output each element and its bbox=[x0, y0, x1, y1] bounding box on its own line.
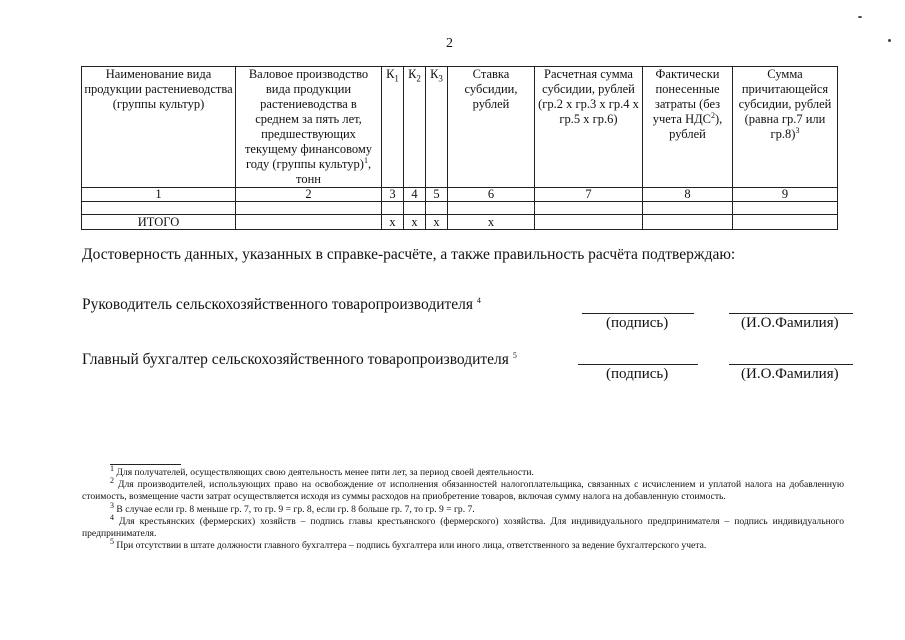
column-number: 8 bbox=[643, 188, 733, 202]
confirmation-statement: Достоверность данных, указанных в справке-расчёте, а также правильность расчёта подтверждаю: bbox=[82, 246, 736, 263]
empty-cell[interactable] bbox=[236, 202, 382, 215]
footnote-3: $^3$ В случае если гр. 8 меньше гр. 7, то гр. 9 = гр. 8, если гр. 8 больше гр. 7, то гр. 9 = гр. 7. bbox=[110, 500, 475, 515]
empty-cell[interactable] bbox=[82, 202, 236, 215]
header-crop-name: Наименование вида продукции растениеводства (группы культур) bbox=[82, 67, 236, 188]
header-due-sum: Сумма причитающейся субсидии, рублей (равна гр.7 или гр.8)$^3$ bbox=[733, 67, 838, 188]
scan-speck bbox=[858, 16, 862, 18]
accountant-signature-line[interactable] bbox=[578, 364, 698, 365]
total-due-sum-cell[interactable] bbox=[733, 215, 838, 230]
blank-data-row bbox=[82, 202, 838, 215]
header-k3: $К_3$ bbox=[426, 67, 448, 188]
scan-speck bbox=[888, 39, 891, 42]
total-row bbox=[82, 215, 838, 230]
accountant-signature-caption: (подпись) bbox=[606, 366, 669, 382]
column-number-row bbox=[82, 188, 838, 202]
head-signature-line[interactable] bbox=[582, 313, 694, 314]
empty-cell[interactable] bbox=[382, 202, 404, 215]
head-signature-caption: (подпись) bbox=[606, 315, 669, 331]
accountant-name-line[interactable] bbox=[729, 364, 853, 365]
total-gross-production-cell[interactable] bbox=[236, 215, 382, 230]
footnote-5: $^5$ При отсутствии в штате должности главного бухгалтера – подпись бухгалтера или иного лица, ответственного за ведение бухгалтерского учета. bbox=[110, 537, 707, 552]
footnote-2: $^2$ Для производителей, использующих право на освобождение от исполнения обязанностей налогоплательщика, связанных с исчислением и уплатой налога на добавленную стоимость, возмещение части затрат осуществляется исходя из суммы расходов на приобретение товаров, включая сумму налога на добавленную стоимость. bbox=[82, 476, 844, 503]
footnotes bbox=[82, 463, 845, 552]
total-calculated-sum-cell[interactable] bbox=[535, 215, 643, 230]
total-k3-cell: х bbox=[426, 215, 448, 230]
head-name-line[interactable] bbox=[729, 313, 853, 314]
column-number: 9 bbox=[733, 188, 838, 202]
empty-cell[interactable] bbox=[733, 202, 838, 215]
total-k1-cell: х bbox=[382, 215, 404, 230]
column-number: 6 bbox=[448, 188, 535, 202]
column-number: 4 bbox=[404, 188, 426, 202]
header-calculated-sum: Расчетная сумма субсидии, рублей (гр.2 х гр.3 х гр.4 х гр.5 х гр.6) bbox=[535, 67, 643, 188]
header-subsidy-rate: Ставка субсидии, рублей bbox=[448, 67, 535, 188]
empty-cell[interactable] bbox=[448, 202, 535, 215]
footnote-separator bbox=[110, 464, 181, 465]
column-number: 1 bbox=[82, 188, 236, 202]
subsidy-calculation-table bbox=[81, 66, 838, 230]
column-number: 2 bbox=[236, 188, 382, 202]
accountant-signature-label: Главный бухгалтер сельскохозяйственного товаропроизводителя $^5$ bbox=[82, 350, 517, 368]
head-name-caption: (И.О.Фамилия) bbox=[741, 315, 839, 331]
accountant-name-caption: (И.О.Фамилия) bbox=[741, 366, 839, 382]
table-header-row bbox=[82, 67, 838, 188]
header-gross-production: Валовое производство вида продукции растениеводства в среднем за пять лет, предшествующих текущему финансовому году (группы культур)$^1$, тонн bbox=[236, 67, 382, 188]
total-k2-cell: х bbox=[404, 215, 426, 230]
head-signature-label: Руководитель сельскохозяйственного товаропроизводителя $^4$ bbox=[82, 295, 481, 313]
header-k2: $К_2$ bbox=[404, 67, 426, 188]
empty-cell[interactable] bbox=[426, 202, 448, 215]
column-number: 3 bbox=[382, 188, 404, 202]
footnote-4: $^4$ Для крестьянских (фермерских) хозяйств – подпись главы крестьянского (фермерского) хозяйства. Для индивидуального предпринимателя – подпись индивидуального предпринимателя. bbox=[82, 512, 845, 540]
header-k1: $К_1$ bbox=[382, 67, 404, 188]
header-actual-costs: Фактически понесенные затраты (без учета НДС$^2$), рублей bbox=[643, 67, 733, 188]
footnote-1: $^1$ Для получателей, осуществляющих свою деятельность менее пяти лет, за период своей деятельности. bbox=[110, 463, 534, 478]
column-number: 5 bbox=[426, 188, 448, 202]
total-actual-costs-cell[interactable] bbox=[643, 215, 733, 230]
total-rate-cell: х bbox=[448, 215, 535, 230]
page-number: 2 bbox=[446, 36, 453, 51]
total-label: ИТОГО bbox=[82, 215, 236, 230]
empty-cell[interactable] bbox=[643, 202, 733, 215]
empty-cell[interactable] bbox=[404, 202, 426, 215]
column-number: 7 bbox=[535, 188, 643, 202]
empty-cell[interactable] bbox=[535, 202, 643, 215]
